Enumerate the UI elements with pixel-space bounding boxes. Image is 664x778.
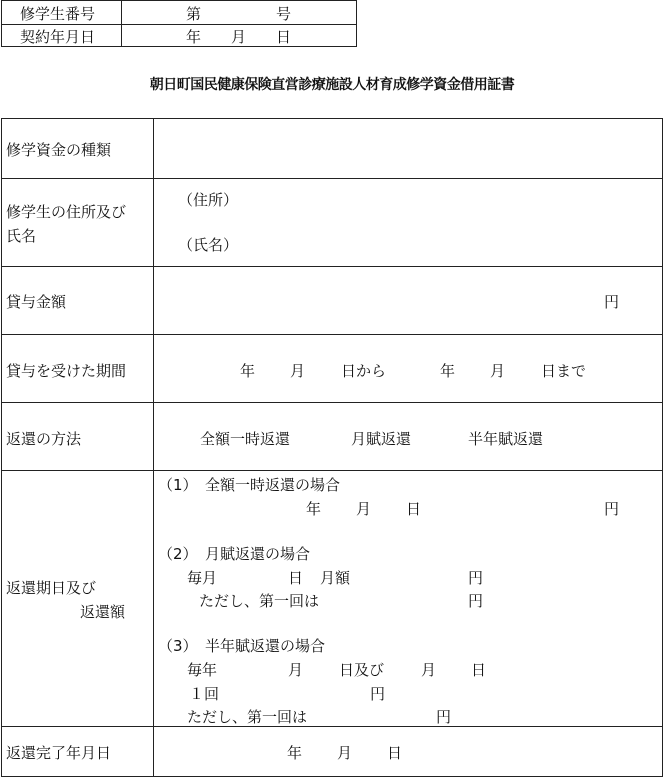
case2-day: 日	[288, 569, 304, 587]
document-title: 朝日町国民健康保険直営診療施設人材育成修学資金借用証書	[149, 77, 515, 93]
name-caption: （氏名）	[178, 236, 239, 254]
case1-yen: 円	[604, 500, 620, 518]
row-divider	[2, 726, 662, 727]
case3-once: １回	[189, 685, 220, 703]
name-field[interactable]	[260, 230, 656, 260]
completion-date-label: 返還完了年月日	[6, 744, 112, 762]
repayment-method-label: 返還の方法	[6, 430, 82, 448]
contract-date-field[interactable]: 年 月 日	[186, 28, 292, 46]
row-divider	[2, 402, 662, 403]
contract-date-label: 契約年月日	[20, 28, 96, 46]
case3-yen: 円	[370, 685, 386, 703]
case1-title: （1） 全額一時返還の場合	[158, 476, 341, 494]
loan-period-to-month: 月	[490, 362, 506, 380]
row-divider	[2, 266, 662, 267]
completion-year: 年	[287, 744, 303, 762]
case2-monthly-amount: 月額	[320, 569, 351, 587]
fund-type-field[interactable]	[154, 120, 660, 176]
repayment-option-semiannual[interactable]: 半年賦返還	[468, 430, 544, 448]
row-divider	[2, 334, 662, 335]
address-name-label: 修学生の住所及び	[6, 203, 127, 221]
address-name-label-line2: 氏名	[6, 227, 37, 245]
loan-amount-label: 貸与金額	[6, 293, 67, 311]
case3-month2: 月	[421, 661, 437, 679]
repayment-schedule-label-line2: 返還額	[80, 603, 126, 621]
header-column-divider	[121, 1, 122, 46]
fund-type-label: 修学資金の種類	[6, 141, 112, 159]
case3-first-time: ただし、第一回は	[187, 708, 308, 726]
loan-period-label: 貸与を受けた期間	[6, 362, 127, 380]
completion-month: 月	[337, 744, 353, 762]
loan-period-to-day: 日まで	[541, 362, 587, 380]
loan-amount-field[interactable]	[160, 286, 590, 316]
case2-yen: 円	[468, 569, 484, 587]
repayment-option-monthly[interactable]: 月賦返還	[351, 430, 412, 448]
header-table	[1, 0, 357, 47]
case2-first-time: ただし、第一回は	[199, 592, 320, 610]
repayment-schedule-label: 返還期日及び	[6, 579, 97, 597]
case3-month1: 月	[288, 661, 304, 679]
case3-title: （3） 半年賦返還の場合	[158, 637, 326, 655]
case3-day-and: 日及び	[339, 661, 385, 679]
address-field[interactable]	[260, 186, 656, 216]
case3-first-yen: 円	[436, 708, 452, 726]
case3-every-year: 毎年	[187, 661, 218, 679]
case1-month: 月	[356, 500, 372, 518]
case1-day: 日	[406, 500, 422, 518]
student-number-label: 修学生番号	[20, 5, 96, 23]
case3-day2: 日	[471, 661, 487, 679]
case2-title: （2） 月賦返還の場合	[158, 545, 311, 563]
completion-day: 日	[387, 744, 403, 762]
case2-every-month: 毎月	[187, 569, 218, 587]
student-number-field[interactable]: 第 号	[186, 5, 292, 23]
loan-period-from-year: 年	[240, 362, 256, 380]
case2-first-yen: 円	[468, 592, 484, 610]
loan-period-to-year: 年	[440, 362, 456, 380]
loan-period-from-day: 日から	[341, 362, 387, 380]
row-divider	[2, 470, 662, 471]
case1-year: 年	[306, 500, 322, 518]
loan-amount-unit: 円	[604, 293, 620, 311]
address-caption: （住所）	[178, 191, 239, 209]
loan-period-from-month: 月	[290, 362, 306, 380]
row-divider	[2, 178, 662, 179]
label-column-divider	[153, 119, 154, 776]
repayment-option-lump-sum[interactable]: 全額一時返還	[200, 430, 291, 448]
